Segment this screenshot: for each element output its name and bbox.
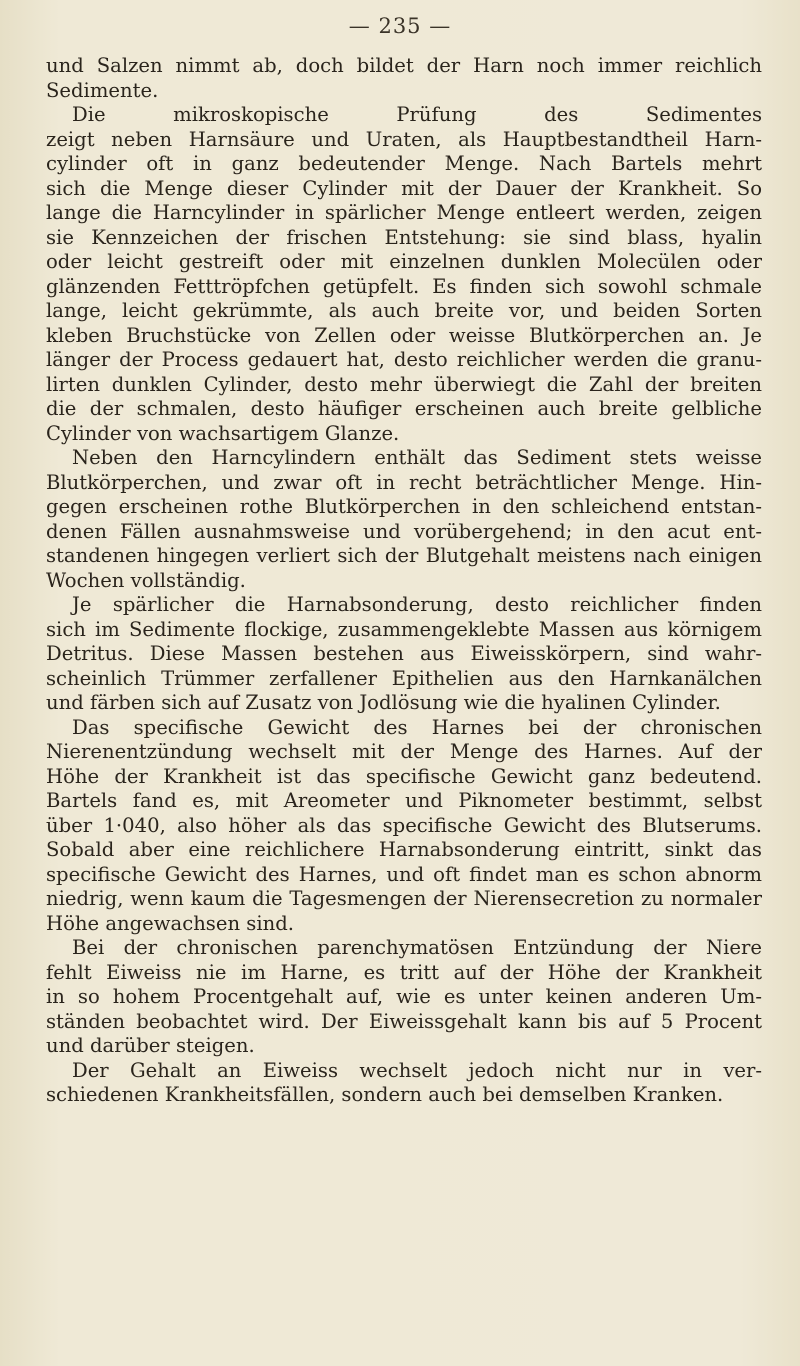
text-line: denen Fällen ausnahmsweise und vorübergehend; in den acut ent- (46, 519, 762, 543)
text-line: Sobald aber eine reichlichere Harnabsonderung eintritt, sinkt das (46, 838, 762, 861)
text-line: sich die Menge dieser Cylinder mit der Dauer der Krankheit. So (46, 176, 762, 200)
text-line: Sedimente. (46, 78, 159, 102)
text-line: länger der Process gedauert hat, desto reichlicher werden die granu- (46, 348, 762, 371)
text-line: zeigt neben Harnsäure und Uraten, als Hauptbestandtheil Harn- (46, 127, 762, 151)
text-line: Der Gehalt an Eiweiss wechselt jedoch nicht nur in ver- (72, 1058, 762, 1082)
text-line: Cylinder von wachsartigem Glanze. (46, 421, 400, 445)
page-number: — 235 — (348, 14, 452, 38)
text-line: Nierenentzündung wechselt mit der Menge des Harnes. Auf der (46, 740, 762, 763)
paragraph (46, 1059, 762, 1108)
text-line: und Salzen nimmt ab, doch bildet der Harn noch immer reichlich (46, 54, 762, 77)
paragraph (46, 446, 762, 593)
text-line: glänzenden Fetttröpfchen getüpfelt. Es finden sich sowohl schmale (46, 274, 762, 298)
text-line: Bei der chronischen parenchymatösen Entzündung der Niere (72, 936, 762, 959)
text-line: oder leicht gestreift oder mit einzelnen dunklen Molecülen oder (46, 250, 762, 273)
text-line: niedrig, wenn kaum die Tagesmengen der Nierensecretion zu normaler (46, 887, 762, 910)
text-line: Blutkörperchen, und zwar oft in recht beträchtlicher Menge. Hin- (46, 470, 762, 494)
text-line: scheinlich Trümmer zerfallener Epithelien aus den Harnkanälchen (46, 666, 762, 690)
text-line: Detritus. Diese Massen bestehen aus Eiweisskörpern, sind wahr- (46, 642, 762, 665)
text-line: Höhe angewachsen sind. (46, 911, 295, 935)
text-line: und darüber steigen. (46, 1034, 255, 1057)
text-line: sich im Sedimente flockige, zusammengeklebte Massen aus körnigem (46, 617, 762, 641)
paragraph (46, 103, 762, 446)
text-line: lirten dunklen Cylinder, desto mehr überwiegt die Zahl der breiten (46, 372, 762, 396)
body-text (46, 54, 762, 1108)
text-line: Die mikroskopische Prüfung des Sedimentes (72, 103, 762, 126)
paragraph (46, 936, 762, 1059)
text-line: gegen erscheinen rothe Blutkörperchen in den schleichend entstan- (46, 495, 762, 518)
text-line: und färben sich auf Zusatz von Jodlösung wie die hyalinen Cylinder. (46, 691, 721, 714)
text-line: lange, leicht gekrümmte, als auch breite vor, und beiden Sorten (46, 299, 762, 322)
text-line: ständen beobachtet wird. Der Eiweissgehalt kann bis auf 5 Procent (46, 1009, 762, 1033)
text-line: Je spärlicher die Harnabsonderung, desto reichlicher finden (72, 593, 762, 616)
text-line: specifische Gewicht des Harnes, und oft findet man es schon abnorm (46, 862, 762, 886)
text-line: die der schmalen, desto häufiger erscheinen auch breite gelbliche (46, 397, 762, 420)
text-line: lange die Harncylinder in spärlicher Menge entleert werden, zeigen (46, 201, 762, 224)
text-line: Bartels fand es, mit Areometer und Piknometer bestimmt, selbst (46, 789, 762, 812)
text-line: standenen hingegen verliert sich der Blutgehalt meistens nach einigen (46, 544, 762, 567)
text-line: schiedenen Krankheitsfällen, sondern auch bei demselben Kranken. (46, 1083, 724, 1106)
text-line: Höhe der Krankheit ist das specifische Gewicht ganz bedeutend. (46, 764, 762, 788)
text-line: in so hohem Procentgehalt auf, wie es unter keinen anderen Um- (46, 985, 762, 1008)
paragraph (46, 54, 762, 103)
text-line: Wochen vollständig. (46, 568, 246, 592)
text-line: cylinder oft in ganz bedeutender Menge. Nach Bartels mehrt (46, 152, 762, 175)
text-line: Neben den Harncylindern enthält das Sediment stets weisse (72, 446, 762, 469)
text-line: über 1·040, also höher als das specifische Gewicht des Blutserums. (46, 813, 762, 837)
paragraph (46, 716, 762, 937)
text-line: fehlt Eiweiss nie im Harne, es tritt auf der Höhe der Krankheit (46, 960, 762, 984)
text-line: Das specifische Gewicht des Harnes bei der chronischen (72, 715, 762, 739)
text-line: kleben Bruchstücke von Zellen oder weisse Blutkörperchen an. Je (46, 323, 762, 347)
paragraph (46, 593, 762, 716)
text-line: sie Kennzeichen der frischen Entstehung: sie sind blass, hyalin (46, 225, 762, 249)
